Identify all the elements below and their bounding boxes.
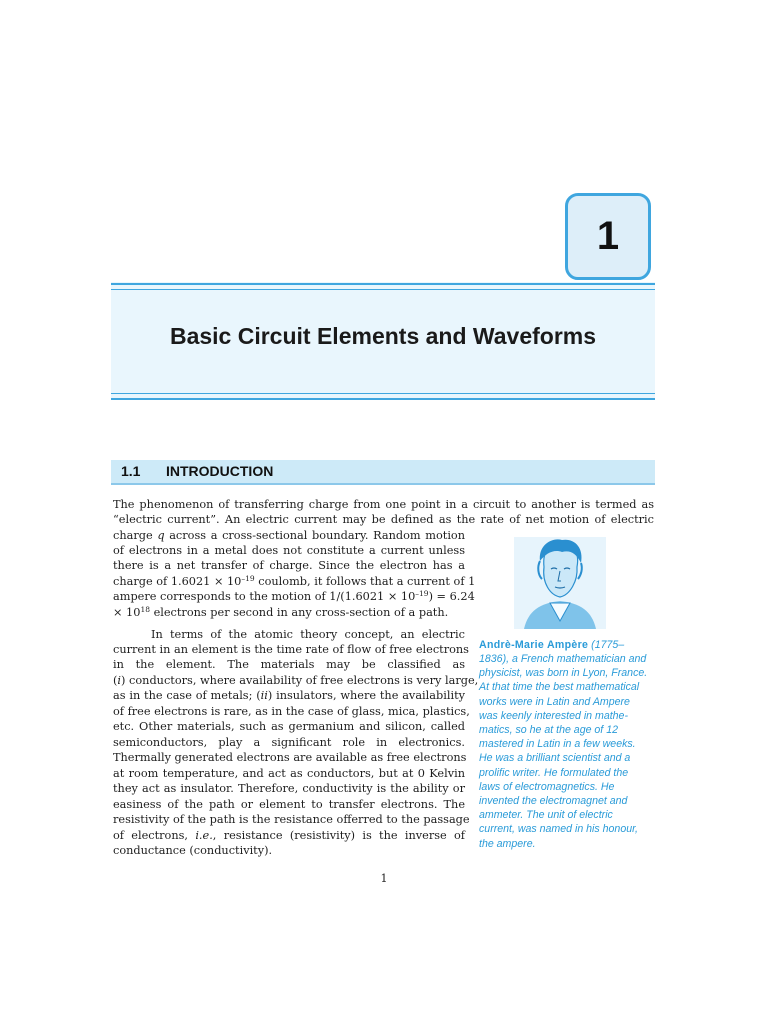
body-line: semiconductors, play a significant role in electronics. [113, 736, 465, 749]
caption-line: 1836), a French mathematician and [479, 653, 647, 665]
text: across a cross-sectional boundary. Random motion [164, 529, 466, 542]
text: coulomb, it follows that a current of 1 [254, 575, 476, 588]
abbreviation: i.e. [195, 829, 213, 842]
caption-line: prolific writer. He formulated the [479, 767, 629, 779]
body-line [113, 828, 465, 843]
body-line [113, 589, 475, 604]
body-line: easiness of the path or element to transfer electrons. The [113, 798, 465, 811]
body-line: “electric current”. An electric current may be defined as the rate of net motion of electric [113, 513, 654, 526]
portrait-illustration [514, 537, 606, 629]
body-line: Thermally generated electrons are available as free electrons [113, 751, 467, 764]
text: ( [113, 674, 118, 687]
symbol-q: q [157, 529, 165, 542]
body-line: at room temperature, and act as conductors, but at 0 Kelvin [113, 767, 465, 780]
body-line [113, 528, 465, 543]
text: × 10 [113, 606, 141, 619]
body-line: there is a net transfer of charge. Since the electron has a [113, 559, 465, 572]
body-line: current in an element is the time rate of flow of free electrons [113, 643, 469, 656]
caption-line: the ampere. [479, 838, 536, 850]
caption-line: invented the electromagnet and [479, 795, 628, 807]
body-line: In terms of the atomic theory concept, an electric [151, 628, 465, 641]
caption-line: works were in Latin and Ampere [479, 696, 630, 708]
body-line: conductance (conductivity). [113, 844, 273, 857]
section-number: 1.1 [121, 463, 141, 479]
caption-name: Andrè-Marie Ampère [479, 639, 589, 651]
caption-line: At that time the best mathematical [479, 681, 640, 693]
text: ) = 6.24 [428, 590, 475, 603]
caption-line [479, 638, 656, 652]
body-line: they act as insulator. Therefore, conductivity is the ability or [113, 782, 465, 795]
text: as in the case of metals; ( [113, 689, 261, 702]
roman-numeral: ii [260, 689, 268, 702]
caption-line: laws of electromagnetics. He [479, 781, 615, 793]
caption-line: mastered in Latin in a few weeks. [479, 738, 636, 750]
page-number: 1 [380, 872, 388, 885]
text: ) conductors, where availability of free electrons is very large, [121, 674, 479, 687]
body-line: resistivity of the path is the resistance offerred to the passage [113, 813, 470, 826]
body-line [113, 574, 476, 589]
caption-line: He was a brilliant scientist and a [479, 752, 631, 764]
caption-line: physicist, was born in Lyon, France. [479, 667, 648, 679]
body-line: of free electrons is rare, as in the case of glass, mica, plastics, [113, 705, 470, 718]
roman-numeral: i [117, 674, 122, 687]
body-line: etc. Other materials, such as germanium and silicon, called [113, 720, 465, 733]
text: charge of 1.6021 × 10 [113, 575, 242, 588]
caption-text: (1775– [588, 639, 625, 651]
title-rule-top-thin [111, 289, 655, 290]
text: ampere corresponds to the motion of 1/(1.6021 × 10 [113, 590, 416, 603]
caption-line: was keenly interested in mathe- [479, 710, 628, 722]
body-line [113, 673, 479, 688]
body-line [113, 605, 448, 620]
text: electrons per second in any cross-section of a path. [149, 606, 449, 619]
title-rule-top [111, 283, 655, 285]
text: , resistance (resistivity) is the inverse of [212, 829, 465, 842]
body-line [113, 688, 465, 703]
text: ) insulators, where the availability [267, 689, 466, 702]
chapter-title: Basic Circuit Elements and Waveforms [169, 323, 597, 349]
title-rule-bottom [111, 398, 655, 400]
chapter-number-badge [565, 193, 651, 280]
exponent: –19 [415, 589, 429, 598]
caption-line: matics, so he at the age of 12 [479, 724, 618, 736]
chapter-number: 1 [596, 214, 620, 258]
caption-line: current, was named in his honour, [479, 823, 638, 835]
exponent: 18 [140, 605, 150, 614]
ampere-portrait [514, 537, 606, 629]
body-line: of electrons in a metal does not constitute a current unless [113, 544, 465, 557]
text: of electrons, [113, 829, 196, 842]
caption-line: ammeter. The unit of electric [479, 809, 613, 821]
text: charge [113, 529, 158, 542]
body-line: in the element. The materials may be classified as [113, 658, 465, 671]
body-line: The phenomenon of transferring charge from one point in a circuit to another is termed as [113, 498, 654, 511]
exponent: –19 [241, 574, 255, 583]
title-rule-bottom-thin [111, 393, 655, 394]
section-title: INTRODUCTION [166, 463, 274, 479]
